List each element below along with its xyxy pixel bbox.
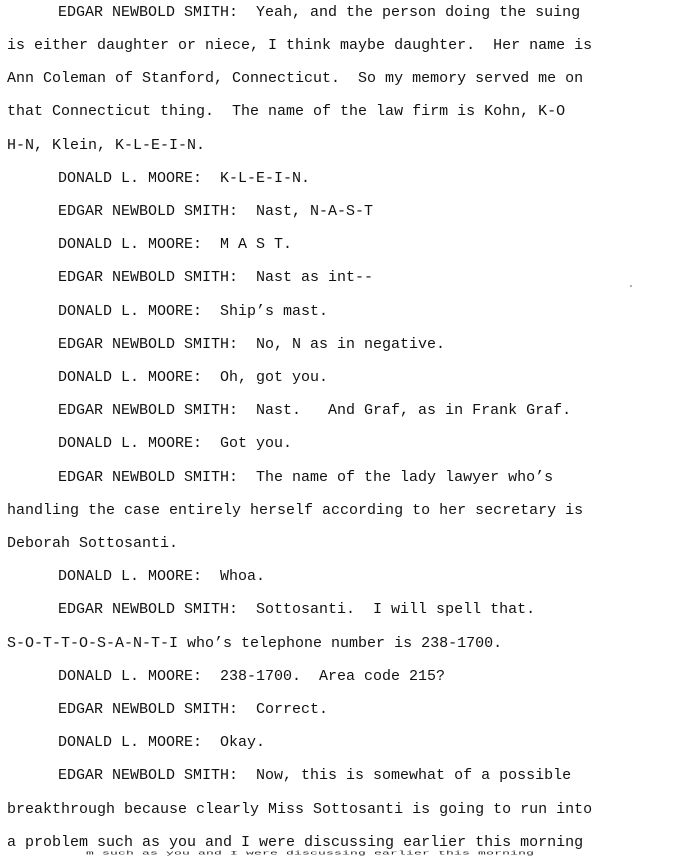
- transcript-line: EDGAR NEWBOLD SMITH: Correct.: [58, 701, 329, 718]
- transcript-line: DONALD L. MOORE: Oh, got you.: [58, 369, 329, 386]
- transcript-line: handling the case entirely herself according to her secretary is: [7, 502, 584, 519]
- transcript-line: Ann Coleman of Stanford, Connecticut. So my memory served me on: [7, 70, 584, 87]
- transcript-line: a problem such as you and I were discussing earlier this morning: [7, 834, 584, 851]
- transcript-line: S-O-T-T-O-S-A-N-T-I who’s telephone number is 238-1700.: [7, 635, 503, 652]
- transcript-line: Deborah Sottosanti.: [7, 535, 179, 552]
- transcript-line: EDGAR NEWBOLD SMITH: Nast, N-A-S-T: [58, 203, 374, 220]
- transcript-line: breakthrough because clearly Miss Sottosanti is going to run into: [7, 801, 593, 818]
- transcript-line: EDGAR NEWBOLD SMITH: Now, this is somewhat of a possible: [58, 767, 572, 784]
- transcript-line: DONALD L. MOORE: Whoa.: [58, 568, 266, 585]
- transcript-line: DONALD L. MOORE: Got you.: [58, 435, 293, 452]
- transcript-line: DONALD L. MOORE: Ship’s mast.: [58, 303, 329, 320]
- scan-speck: [630, 285, 632, 287]
- transcript-line: EDGAR NEWBOLD SMITH: Yeah, and the person doing the suing: [58, 4, 581, 21]
- transcript-line: DONALD L. MOORE: Okay.: [58, 734, 266, 751]
- transcript-line: DONALD L. MOORE: 238-1700. Area code 215?: [58, 668, 446, 685]
- transcript-line: EDGAR NEWBOLD SMITH: The name of the lady lawyer who’s: [58, 469, 554, 486]
- transcript-line: EDGAR NEWBOLD SMITH: Sottosanti. I will spell that.: [58, 601, 536, 618]
- transcript-line: EDGAR NEWBOLD SMITH: Nast as int--: [58, 269, 374, 286]
- scan-artifact-line: m such as you and I were discussing earlier this morning: [86, 849, 535, 857]
- transcript-line: EDGAR NEWBOLD SMITH: Nast. And Graf, as in Frank Graf.: [58, 402, 572, 419]
- transcript-line: EDGAR NEWBOLD SMITH: No, N as in negative.: [58, 336, 446, 353]
- transcript-line: DONALD L. MOORE: M A S T.: [58, 236, 293, 253]
- transcript-line: H-N, Klein, K-L-E-I-N.: [7, 137, 206, 154]
- transcript-line: DONALD L. MOORE: K-L-E-I-N.: [58, 170, 311, 187]
- transcript-line: is either daughter or niece, I think maybe daughter. Her name is: [7, 37, 593, 54]
- transcript-line: that Connecticut thing. The name of the law firm is Kohn, K-O: [7, 103, 566, 120]
